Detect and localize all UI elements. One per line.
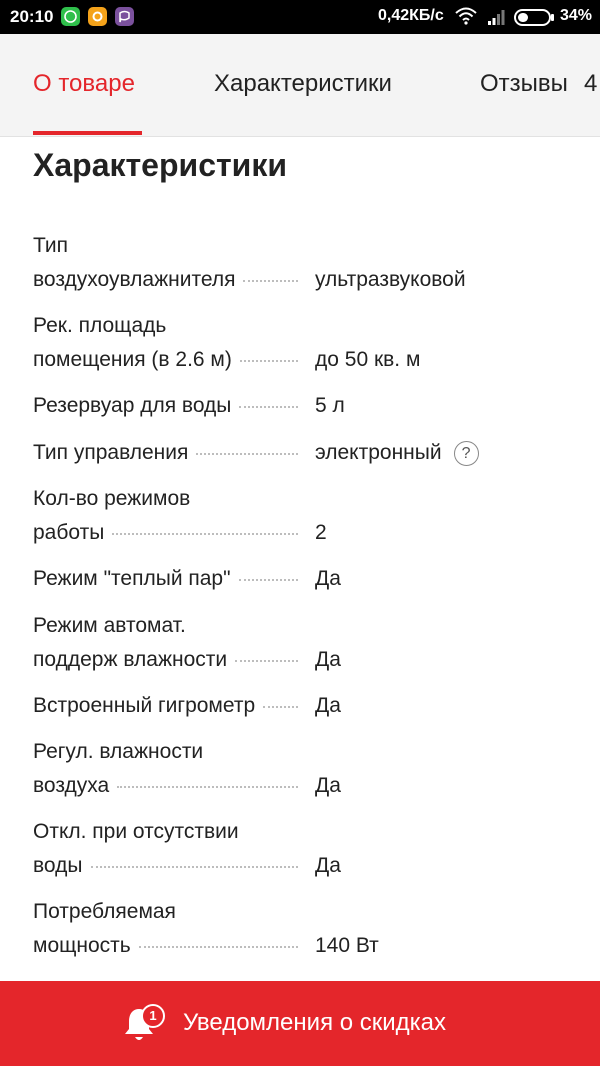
spec-value-text: Да bbox=[315, 567, 341, 590]
spec-value bbox=[315, 389, 345, 423]
spec-label bbox=[33, 689, 300, 723]
tab-reviews[interactable]: Отзывы bbox=[480, 70, 568, 97]
spec-label-line2: Резервуар для воды bbox=[33, 394, 232, 417]
spec-label bbox=[33, 735, 300, 803]
spec-label-line2: Тип управления bbox=[33, 441, 189, 464]
spec-value-text: 140 Вт bbox=[315, 934, 379, 957]
spec-label bbox=[33, 562, 300, 596]
spec-value-text: Да bbox=[315, 694, 341, 717]
spec-value-text: 5 л bbox=[315, 394, 345, 417]
notification-badge: 1 bbox=[141, 1004, 165, 1028]
spec-value-text: ультразвуковой bbox=[315, 268, 466, 291]
spec-label-line2: работы bbox=[33, 521, 105, 544]
dotted-leader bbox=[139, 945, 298, 948]
dotted-leader bbox=[243, 279, 298, 282]
spec-label bbox=[33, 482, 300, 550]
active-tab-indicator bbox=[33, 131, 142, 135]
spec-value bbox=[315, 343, 420, 377]
dotted-leader bbox=[239, 405, 298, 408]
spec-value-text: до 50 кв. м bbox=[315, 348, 421, 371]
spec-label-line1: Откл. при отсутствии bbox=[33, 820, 239, 843]
spec-label-line2: помещения (в 2.6 м) bbox=[33, 348, 232, 371]
spec-value bbox=[315, 436, 479, 470]
tab-bar bbox=[0, 34, 600, 137]
network-speed: 0,42КБ/с bbox=[378, 7, 444, 24]
spec-value bbox=[315, 689, 341, 723]
dotted-leader bbox=[91, 865, 299, 868]
status-time: 20:10 bbox=[10, 7, 54, 26]
dotted-leader bbox=[263, 705, 298, 708]
spec-label-line2: поддерж влажности bbox=[33, 648, 228, 671]
spec-label bbox=[33, 229, 300, 297]
spec-value bbox=[315, 849, 341, 883]
spec-label bbox=[33, 609, 300, 677]
banner-text: Уведомления о скидках bbox=[183, 1009, 447, 1036]
spec-value bbox=[315, 769, 341, 803]
spec-label-line1: Рек. площадь bbox=[33, 314, 167, 337]
spec-label bbox=[33, 309, 300, 377]
spec-label-line2: Встроенный гигрометр bbox=[33, 694, 256, 717]
viber-icon bbox=[115, 7, 134, 26]
dotted-leader bbox=[112, 532, 298, 535]
spec-value-text: Да bbox=[315, 774, 341, 797]
spec-label-line1: Кол-во режимов bbox=[33, 487, 191, 510]
help-icon[interactable]: ? bbox=[454, 441, 479, 466]
section-title: Характеристики bbox=[33, 147, 288, 183]
battery-icon bbox=[514, 9, 556, 31]
spec-label bbox=[33, 815, 300, 883]
battery-level: 34% bbox=[560, 7, 593, 24]
spec-label bbox=[33, 389, 300, 423]
tab-about[interactable]: О товаре bbox=[33, 70, 135, 97]
dotted-leader bbox=[239, 578, 298, 581]
spec-label-line2: воды bbox=[33, 854, 83, 877]
whatsapp-icon bbox=[61, 7, 80, 26]
spec-value bbox=[315, 643, 341, 677]
discount-notifications-banner[interactable] bbox=[0, 981, 600, 1066]
tab-partial[interactable]: 4 bbox=[584, 70, 598, 97]
spec-value bbox=[315, 929, 379, 963]
dotted-leader bbox=[235, 659, 298, 662]
spec-label-line2: Режим "теплый пар" bbox=[33, 567, 231, 590]
spec-label-line1: Потребляемая bbox=[33, 900, 176, 923]
spec-label-line2: воздуха bbox=[33, 774, 110, 797]
dotted-leader bbox=[117, 785, 298, 788]
spec-value-text: Да bbox=[315, 854, 341, 877]
spec-label bbox=[33, 895, 300, 963]
spec-label-line1: Тип bbox=[33, 234, 69, 257]
spec-value-text: электронный bbox=[315, 441, 442, 464]
spec-label-line1: Режим автомат. bbox=[33, 614, 186, 637]
spec-value bbox=[315, 562, 341, 596]
signal-icon bbox=[487, 9, 505, 30]
spec-value-text: Да bbox=[315, 648, 341, 671]
status-bar bbox=[0, 0, 600, 34]
spec-label-line1: Регул. влажности bbox=[33, 740, 204, 763]
app-icon bbox=[88, 7, 107, 26]
spec-value-text: 2 bbox=[315, 521, 327, 544]
spec-label bbox=[33, 436, 300, 470]
spec-label-line2: мощность bbox=[33, 934, 131, 957]
dotted-leader bbox=[196, 452, 298, 455]
dotted-leader bbox=[240, 359, 298, 362]
spec-label-line2: воздухоувлажнителя bbox=[33, 268, 236, 291]
spec-value bbox=[315, 263, 466, 297]
wifi-icon bbox=[455, 7, 477, 30]
spec-value bbox=[315, 516, 327, 550]
tab-characteristics[interactable]: Характеристики bbox=[214, 70, 392, 97]
